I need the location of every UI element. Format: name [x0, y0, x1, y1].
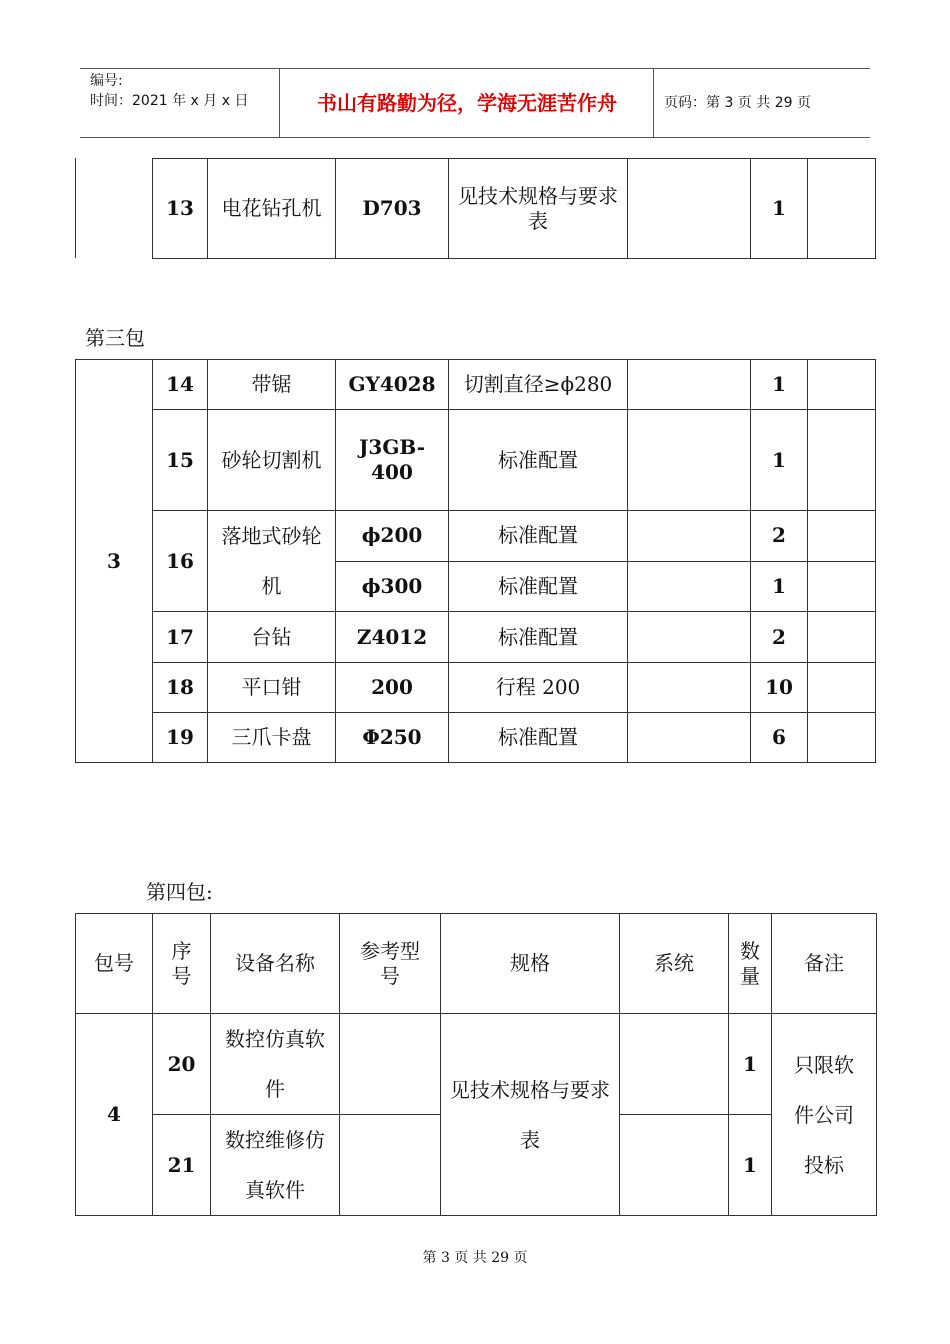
header-model: 参考型号	[340, 914, 441, 1014]
page-header	[80, 68, 870, 138]
note-cell: 只限软件公司投标	[772, 1014, 877, 1216]
number-label: 编号:	[90, 73, 123, 89]
header-pkg: 包号	[76, 914, 153, 1014]
seq-cell: 18	[153, 663, 208, 713]
system-cell	[620, 1115, 729, 1216]
note-cell	[808, 713, 876, 763]
table1	[152, 158, 876, 259]
name-cell: 落地式砂轮机	[208, 511, 336, 612]
seq-cell: 13	[153, 159, 208, 259]
model-cell: ϕ300	[336, 561, 449, 612]
qty-cell: 1	[751, 360, 808, 410]
header-system: 系统	[620, 914, 729, 1014]
spec-cell: 见技术规格与要求表	[449, 159, 628, 259]
table-row	[76, 360, 876, 410]
system-cell	[628, 713, 751, 763]
spec-cell: 标准配置	[449, 561, 628, 612]
spec-cell: 切割直径≥ϕ280	[449, 360, 628, 410]
name-cell: 砂轮切割机	[208, 410, 336, 511]
table-row	[153, 159, 876, 259]
qty-cell: 10	[751, 663, 808, 713]
system-cell	[620, 1014, 729, 1115]
qty-cell: 2	[751, 612, 808, 663]
section4-title: 第四包:	[146, 880, 213, 904]
name-cell: 带锯	[208, 360, 336, 410]
spec-cell: 见技术规格与要求表	[441, 1014, 620, 1216]
note-cell	[808, 663, 876, 713]
note-cell	[808, 159, 876, 259]
header-seq: 序号	[153, 914, 211, 1014]
time-label: 时间：2021 年 x 月 x 日	[90, 93, 249, 109]
qty-cell: 2	[751, 511, 808, 562]
table1-left-border	[75, 158, 76, 258]
note-cell	[808, 511, 876, 562]
spec-cell: 行程 200	[449, 663, 628, 713]
section3-title: 第三包	[85, 326, 145, 350]
note-cell	[808, 612, 876, 663]
pkg-cell: 3	[76, 360, 153, 763]
system-cell	[628, 159, 751, 259]
name-cell: 三爪卡盘	[208, 713, 336, 763]
seq-cell: 21	[153, 1115, 211, 1216]
qty-cell: 1	[729, 1115, 772, 1216]
spec-cell: 标准配置	[449, 410, 628, 511]
qty-cell: 1	[751, 561, 808, 612]
model-cell: 200	[336, 663, 449, 713]
seq-cell: 16	[153, 511, 208, 612]
model-cell: J3GB-400	[336, 410, 449, 511]
system-cell	[628, 410, 751, 511]
page-footer: 第 3 页 共 29 页	[422, 1250, 528, 1266]
seq-cell: 19	[153, 713, 208, 763]
name-cell: 台钻	[208, 612, 336, 663]
model-cell	[340, 1115, 441, 1216]
note-cell	[808, 360, 876, 410]
header-note: 备注	[772, 914, 877, 1014]
header-meta	[80, 69, 280, 137]
seq-cell: 15	[153, 410, 208, 511]
spec-cell: 标准配置	[449, 612, 628, 663]
table-section3	[75, 359, 876, 763]
qty-cell: 1	[751, 159, 808, 259]
model-cell: Φ250	[336, 713, 449, 763]
name-cell: 数控仿真软件	[211, 1014, 340, 1115]
spec-cell: 标准配置	[449, 511, 628, 562]
table-row	[76, 410, 876, 511]
header-name: 设备名称	[211, 914, 340, 1014]
model-cell: ϕ200	[336, 511, 449, 562]
qty-cell: 1	[751, 410, 808, 511]
seq-cell: 17	[153, 612, 208, 663]
model-cell: Z4012	[336, 612, 449, 663]
pkg-cell: 4	[76, 1014, 153, 1216]
table-row	[76, 1014, 877, 1115]
system-cell	[628, 561, 751, 612]
table-row	[76, 511, 876, 562]
table-row	[76, 663, 876, 713]
model-cell: GY4028	[336, 360, 449, 410]
system-cell	[628, 511, 751, 562]
name-cell: 平口钳	[208, 663, 336, 713]
qty-cell: 1	[729, 1014, 772, 1115]
system-cell	[628, 663, 751, 713]
qty-cell: 6	[751, 713, 808, 763]
table-row	[76, 713, 876, 763]
table-header-row	[76, 914, 877, 1014]
header-spec: 规格	[441, 914, 620, 1014]
table-section4	[75, 913, 877, 1216]
note-cell	[808, 561, 876, 612]
seq-cell: 14	[153, 360, 208, 410]
seq-cell: 20	[153, 1014, 211, 1115]
spec-cell: 标准配置	[449, 713, 628, 763]
system-cell	[628, 612, 751, 663]
system-cell	[628, 360, 751, 410]
model-cell: D703	[336, 159, 449, 259]
name-cell: 电花钻孔机	[208, 159, 336, 259]
table-row	[76, 612, 876, 663]
header-page-info: 页码：第 3 页 共 29 页	[664, 95, 811, 111]
header-motto: 书山有路勤为径，学海无涯苦作舟	[281, 69, 654, 137]
note-cell	[808, 410, 876, 511]
model-cell	[340, 1014, 441, 1115]
header-qty: 数量	[729, 914, 772, 1014]
name-cell: 数控维修仿真软件	[211, 1115, 340, 1216]
